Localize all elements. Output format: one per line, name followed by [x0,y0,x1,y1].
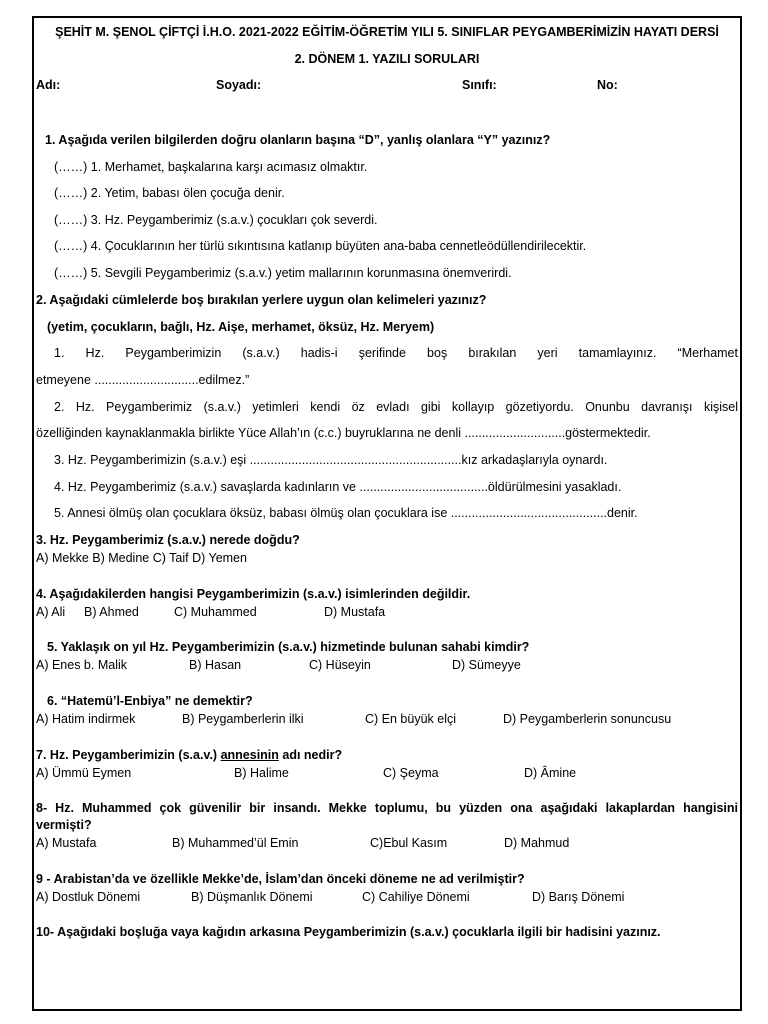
exam-subtitle: 2. DÖNEM 1. YAZILI SORULARI [294,52,480,66]
question-7 [36,747,342,763]
q6-option-d: D) Peygamberlerin sonuncusu [503,712,672,726]
q5-option-a: A) Enes b. Malik [36,658,128,672]
q1-item-1: (……) 1. Merhamet, başkalarına karşı acımasız olmaktır. [54,160,368,174]
q4-option-c: C) Muhammed [174,605,257,619]
question-4: 4. Aşağıdakilerden hangisi Peygamberimizin (s.a.v.) isimlerinden değildir. [36,587,471,601]
class-label: Sınıfı: [462,78,497,92]
q4-option-b: B) Ahmed [84,605,139,619]
q7-option-c: C) Şeyma [383,766,439,780]
name-label: Adı: [36,78,61,92]
number-label: No: [597,78,618,92]
q2-item-3: 3. Hz. Peygamberimizin (s.a.v.) eşi .............................................................kız arkadaşlarıyla oynardı. [54,453,608,467]
q6-option-b: B) Peygamberlerin ilki [182,712,304,726]
q7-option-d: D) Âmine [524,766,577,780]
q2-word-list: (yetim, çocukların, bağlı, Hz. Aişe, merhamet, öksüz, Hz. Meryem) [47,320,435,334]
q8-option-c: C)Ebul Kasım [370,836,448,850]
q5-option-b: B) Hasan [189,658,242,672]
q5-option-c: C) Hüseyin [309,658,371,672]
question-8-line-2: vermişti? [36,818,92,832]
question-3: 3. Hz. Peygamberimiz (s.a.v.) nerede doğdu? [36,533,300,547]
q2-item-1-line-1: 1. Hz. Peygamberimizin (s.a.v.) hadis-i şerifinde boş bırakılan yeri tamamlayınız. “Merhamet [54,346,738,360]
q5-option-d: D) Sümeyye [452,658,521,672]
q1-item-4: (……) 4. Çocuklarının her türlü sıkıntısına katlanıp büyüten ana-baba cennetleödüllendirilecektir. [54,239,587,253]
q9-option-c: C) Cahiliye Dönemi [362,890,470,904]
question-5: 5. Yaklaşık on yıl Hz. Peygamberimizin (s.a.v.) hizmetinde bulunan sahabi kimdir? [47,640,530,654]
question-2: 2. Aşağıdaki cümlelerde boş bırakılan yerlere uygun olan kelimeleri yazınız? [36,293,487,307]
q9-option-b: B) Düşmanlık Dönemi [191,890,313,904]
q7-option-a: A) Ümmü Eymen [36,766,132,780]
q1-item-2: (……) 2. Yetim, babası ölen çocuğa denir. [54,186,285,200]
question-8-line-1: 8- Hz. Muhammed çok güvenilir bir insandı. Mekke toplumu, bu yüzden ona aşağıdaki lakaplardan hangisini [36,801,738,815]
q2-item-2-line-1: 2. Hz. Peygamberimiz (s.a.v.) yetimleri kendi öz evladı gibi kollayıp gözetiyordu. Onunbu davranışı kişisel [54,400,738,414]
q2-item-1-line-2: etmeyene ..............................edilmez.” [36,373,250,387]
surname-label: Soyadı: [216,78,262,92]
q8-option-b: B) Muhammed’ül Emin [172,836,299,850]
exam-title: ŞEHİT M. ŞENOL ÇİFTÇİ İ.H.O. 2021-2022 EĞİTİM-ÖĞRETİM YILI 5. SINIFLAR PEYGAMBERİMİZİN HAYATI DERSİ [55,25,719,39]
q2-item-4: 4. Hz. Peygamberimiz (s.a.v.) savaşlarda kadınların ve .....................................öldürülmesini yasakladı. [54,480,622,494]
q7-underlined-word: annesinin [220,748,279,762]
q6-option-a: A) Hatim indirmek [36,712,136,726]
question-6: 6. “Hatemü’l-Enbiya” ne demektir? [47,694,253,708]
q1-item-5: (……) 5. Sevgili Peygamberimiz (s.a.v.) yetim mallarının korunmasına önemverirdi. [54,266,512,280]
q9-option-d: D) Barış Dönemi [532,890,625,904]
q1-item-3: (……) 3. Hz. Peygamberimiz (s.a.v.) çocukları çok severdi. [54,213,378,227]
question-1: 1. Aşağıda verilen bilgilerden doğru olanların başına “D”, yanlış olanlara “Y” yazınız? [45,133,551,147]
q8-option-a: A) Mustafa [36,836,97,850]
question-10: 10- Aşağıdaki boşluğa vaya kağıdın arkasına Peygamberimizin (s.a.v.) çocuklarla ilgili bir hadisini yazınız. [36,925,661,939]
exam-page [32,16,742,1011]
q7-option-b: B) Halime [234,766,289,780]
q4-option-d: D) Mustafa [324,605,386,619]
q6-option-c: C) En büyük elçi [365,712,457,726]
q8-option-d: D) Mahmud [504,836,570,850]
q3-options: A) Mekke B) Medine C) Taif D) Yemen [36,551,247,565]
q7-suffix: adı nedir? [278,748,343,762]
q2-item-2-line-2: özelliğinden kaynaklanmakla birlikte Yüce Allah’ın (c.c.) buyruklarına ne denli .............................göstermektedir. [36,426,651,440]
q2-item-5: 5. Annesi ölmüş olan çocuklara öksüz, babası ölmüş olan çocuklara ise .............................................denir. [54,506,638,520]
q7-prefix: 7. Hz. Peygamberimizin (s.a.v.) [36,748,221,762]
q4-option-a: A) Ali [36,605,66,619]
question-9: 9 - Arabistan’da ve özellikle Mekke’de, İslam’dan önceki döneme ne ad verilmiştir? [36,872,525,886]
q9-option-a: A) Dostluk Dönemi [36,890,141,904]
